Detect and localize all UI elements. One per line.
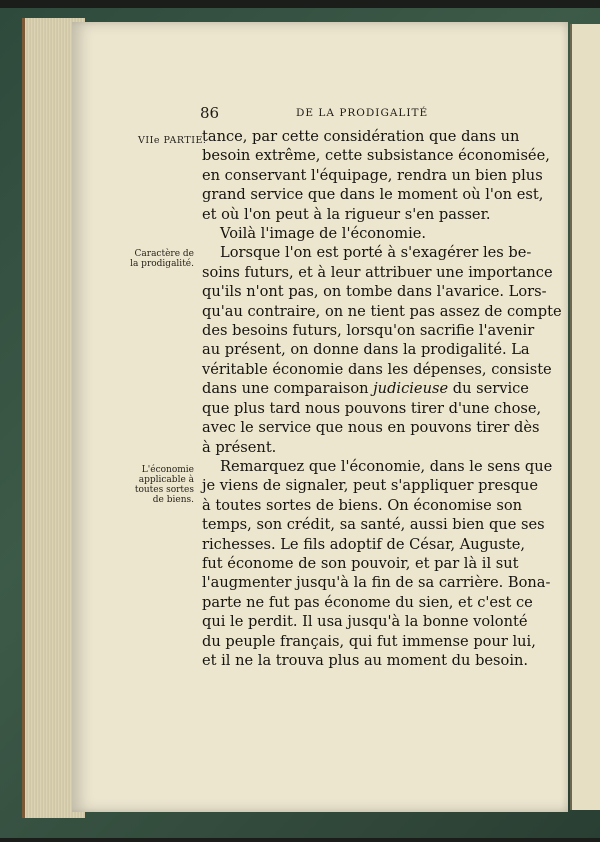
text-line: au présent, on donne dans la prodigalité. La <box>202 341 530 359</box>
text-line: je viens de signaler, peut s'appliquer presque <box>202 477 538 495</box>
text-line: du peuple français, qui fut immense pour lui, <box>202 632 536 650</box>
text-fragment: dans une comparaison <box>202 380 374 398</box>
text-line: tance, par cette considération que dans un <box>202 128 520 145</box>
text-line: des besoins futurs, lorsqu'on sacrifie l'avenir <box>202 322 535 340</box>
text-line: qui le perdit. Il usa jusqu'à la bonne volonté <box>202 613 528 631</box>
text-line: Lorsque l'on est porté à s'exagérer les be- <box>220 244 532 262</box>
facing-page-edge <box>570 24 600 810</box>
italic-word: judicieuse <box>373 380 449 398</box>
text-line: qu'au contraire, on ne tient pas assez de compte <box>202 302 562 320</box>
part-label: VIIe PARTIE. <box>138 135 207 146</box>
text-line: soins futurs, et à leur attribuer une importance <box>202 263 553 281</box>
page-number: 86 <box>200 104 220 122</box>
text-line: besoin extrême, cette subsistance économisée, <box>202 147 550 165</box>
text-line: en conservant l'équipage, rendra un bien plus <box>202 166 543 184</box>
side-note-prodigalite: Caractère de la prodigalité. <box>130 249 194 269</box>
text-line: Remarquez que l'économie, dans le sens que <box>220 457 553 475</box>
text-line: que plus tard nous pouvons tirer d'une chose, <box>202 399 542 417</box>
text-line: à présent. <box>202 438 277 456</box>
text-line: grand service que dans le moment où l'on est, <box>202 186 544 204</box>
text-fragment: du service <box>448 380 529 398</box>
text-line: et il ne la trouva plus au moment du besoin. <box>202 651 529 669</box>
text-line: fut économe de son pouvoir, et par là il sut <box>202 554 519 572</box>
text-line: avec le service que nous en pouvons tirer dès <box>202 419 540 437</box>
text-line: l'augmenter jusqu'à la fin de sa carrière. Bona- <box>202 574 551 592</box>
text-line: parte ne fut pas économe du sien, et c'est ce <box>202 593 533 611</box>
text-line: qu'ils n'ont pas, on tombe dans l'avarice. Lors- <box>202 283 547 301</box>
side-note-economie: L'économie applicable à toutes sortes de biens. <box>134 465 194 505</box>
body-text <box>202 127 562 670</box>
text-line: temps, son crédit, sa santé, aussi bien que ses <box>202 516 545 534</box>
text-line: richesses. Le fils adoptif de César, Auguste, <box>202 535 526 553</box>
text-line <box>202 379 529 398</box>
running-title: DE LA PRODIGALITÉ <box>296 107 429 119</box>
text-line: et où l'on peut à la rigueur s'en passer. <box>202 205 491 223</box>
text-line: véritable économie dans les dépenses, consiste <box>202 360 552 378</box>
page-header <box>200 104 516 124</box>
text-line: Voilà l'image de l'économie. <box>220 225 427 243</box>
text-line: à toutes sortes de biens. On économise son <box>202 496 523 514</box>
